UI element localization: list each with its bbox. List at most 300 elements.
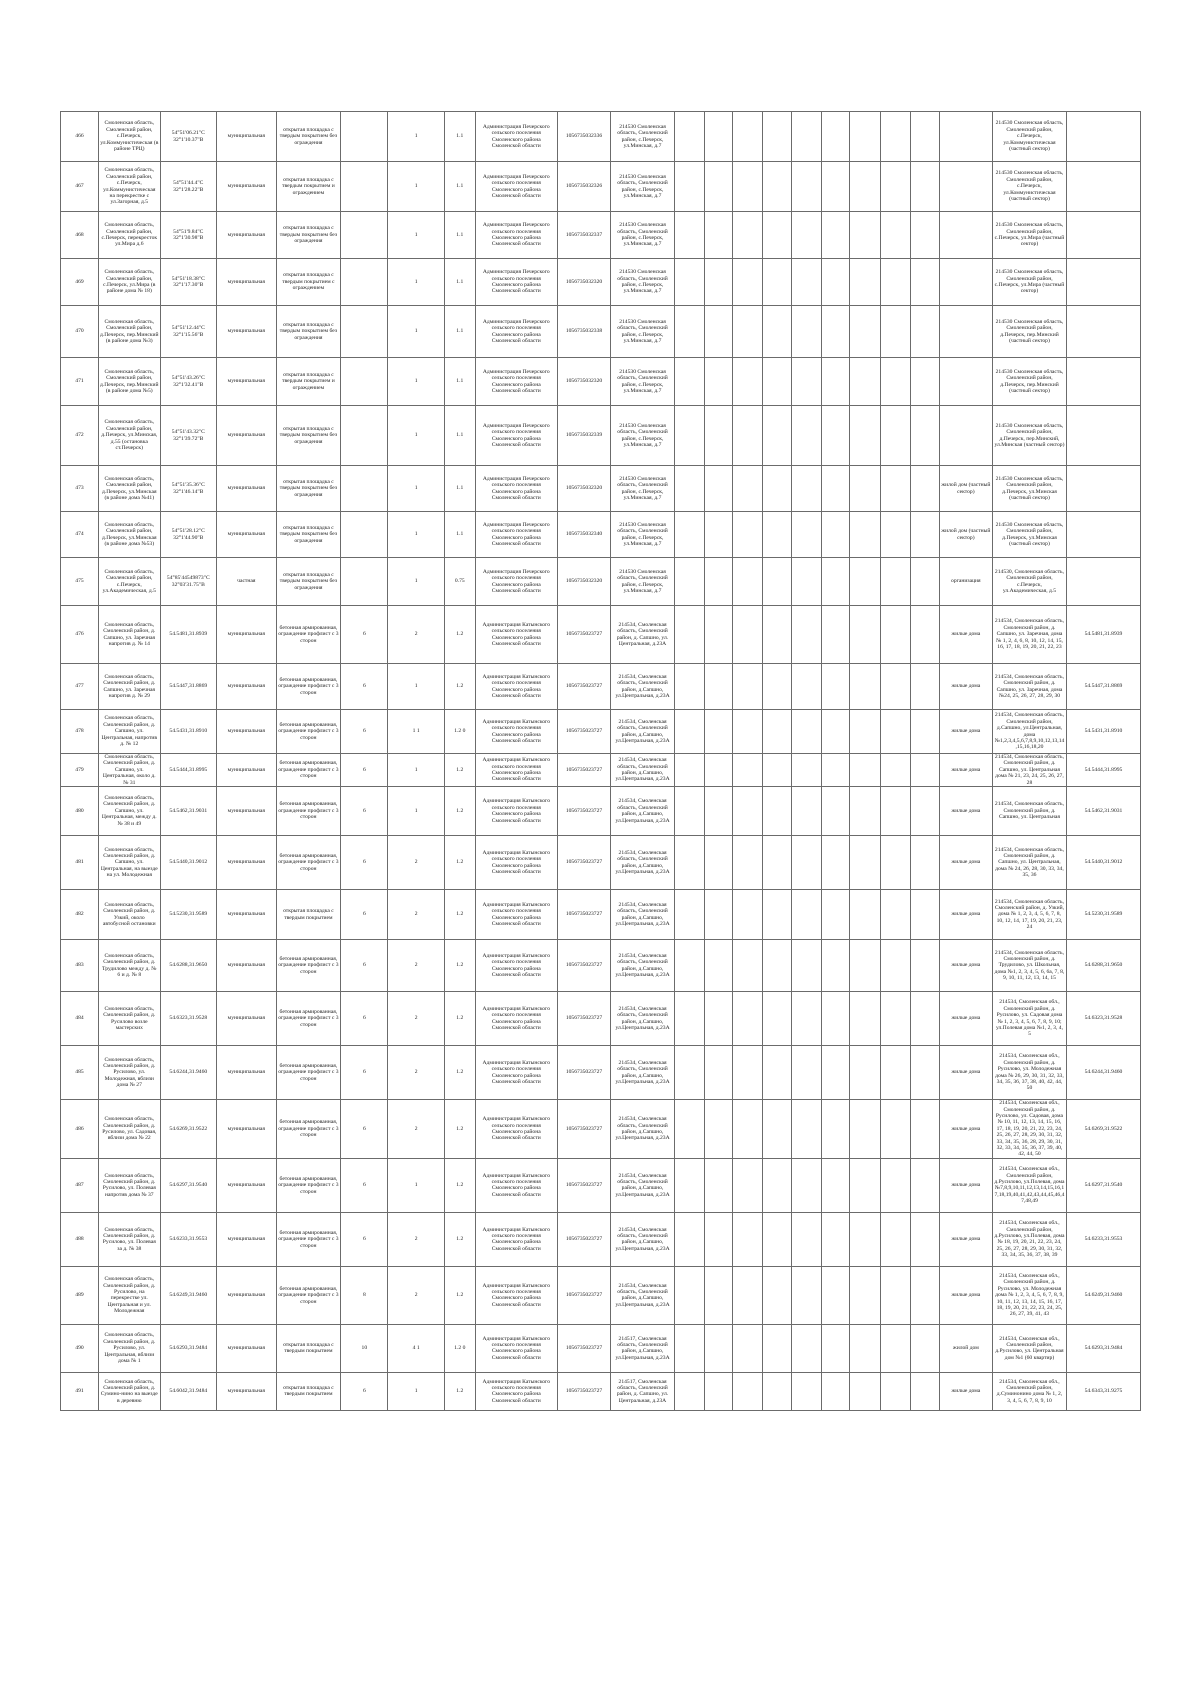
container-count-cell: 1 [388,1372,444,1410]
surface-type-cell: бетонная армированная, ограждение профлист с 3 сторон [276,1158,341,1212]
served-objects-cell: 214534, Смоленская область, Смоленский район, д. Сапшно, ул. Заречная, дома № 1, 2, 4, 6, 8, 10, 12, 14, 15, 16, 17, 18, 19, 20, 21, 22, 23 [993,606,1067,664]
empty-cell [733,1212,763,1266]
empty-cell [881,890,911,940]
area-cell [341,512,388,558]
owner-ogrn-cell: 1056735032320 [557,558,610,606]
empty-cell [733,358,763,406]
empty-cell [881,836,911,890]
row-number-cell: 471 [61,358,99,406]
container-volume-cell: 1.1 [444,512,475,558]
served-objects-cell: 214530 Смоленская область, Смоленский район, д.Печерск, пер.Минский (частный сектор) [993,358,1067,406]
empty-cell [850,558,881,606]
empty-cell [881,512,911,558]
empty-cell [821,787,850,836]
waste-source-cell [939,259,992,306]
waste-source-cell: жилые дома [939,710,992,754]
empty-cell [763,259,792,306]
row-number-cell: 480 [61,787,99,836]
container-volume-cell: 1.2 [444,1266,475,1324]
container-count-cell: 1 [388,406,444,466]
empty-cell [881,162,911,212]
empty-cell [763,836,792,890]
empty-cell [850,112,881,162]
site-coordinates-cell: 54°51'12.44"С 32°1'15.56"В [160,306,216,358]
waste-source-cell: жилые дома [939,1046,992,1100]
empty-cell [704,710,733,754]
served-coordinates-cell [1066,406,1140,466]
served-coordinates-cell: 54.5444,31.8995 [1066,754,1140,787]
owner-name-cell: Администрация Катынского сельского поселения Смоленского района Смоленской области [475,836,557,890]
waste-source-cell [939,112,992,162]
table-row [61,940,1141,992]
site-coordinates-cell: 54.6293,31.9484 [160,1324,216,1372]
empty-cell [674,754,704,787]
owner-name-cell: Администрация Катынского сельского поселения Смоленского района Смоленской области [475,1324,557,1372]
owner-ogrn-cell: 1056735023727 [557,1046,610,1100]
container-volume-cell: 1.2 [444,1372,475,1410]
served-objects-cell: 214530 Смоленская область, Смоленский район, с.Печерск, ул.Коммунистическая (частный сектор) [993,162,1067,212]
served-objects-cell: 214534, Смоленская обл., Смоленский район, д. Русилово, ул. Молодежная дома № 1, 2, 3, 4, 5, 6, 7, 8, 9, 10, 11, 12, 13, 14, 15, 16, 17, 18, 19, 20, 21, 22, 23, 24, 25, 26, 27, 39, 41, 43 [993,1266,1067,1324]
ownership-cell: муниципальная [217,992,277,1046]
empty-cell [733,664,763,710]
site-address-cell: Смоленская область, Смоленский район, д. Русилово, ул. Садовая, вблизи дома № 22 [98,1100,160,1159]
site-coordinates-cell: 54.6244,31.9460 [160,1046,216,1100]
site-address-cell: Смоленская область, Смоленский район, д. Русилово, ул. Полевая за д. № 38 [98,1212,160,1266]
empty-cell [674,259,704,306]
empty-cell [791,358,821,406]
empty-cell [763,306,792,358]
row-number-cell: 476 [61,606,99,664]
area-cell: 6 [341,940,388,992]
owner-name-cell: Администрация Катынского сельского поселения Смоленского района Смоленской области [475,664,557,710]
empty-cell [791,558,821,606]
empty-cell [821,606,850,664]
empty-cell [910,890,939,940]
empty-cell [881,1266,911,1324]
empty-cell [763,710,792,754]
table-row [61,162,1141,212]
empty-cell [791,1266,821,1324]
empty-cell [733,1266,763,1324]
empty-cell [910,992,939,1046]
owner-address-cell: 214534, Смоленская область, Смоленский район, д.Сапшно, ул.Центральная, д.23А [611,836,675,890]
served-objects-cell: 214534, Смоленская обл., Смоленский район, д.Русилово, ул.Полевая, дома №7,8,9,10,11,12,13,14,15,16,17,18,19,40,41,42,43,44,45,46,47,48,49 [993,1158,1067,1212]
served-objects-cell: 214534, Смоленская область, Смоленский район, д. Сапшно, ул. Центральная, дома № 24, 26, 28, 30, 33, 34, 35, 36 [993,836,1067,890]
site-address-cell: Смоленская область, Смоленский район, с.Печерск, перекресток ул.Мира д.6 [98,212,160,259]
empty-cell [850,306,881,358]
empty-cell [850,890,881,940]
table-row [61,1266,1141,1324]
container-volume-cell: 1.2 [444,940,475,992]
owner-address-cell: 214530 Смоленская область, Смоленский район, с.Печерск, ул.Минская, д.7 [611,512,675,558]
owner-name-cell: Администрация Катынского сельского поселения Смоленского района Смоленской области [475,1372,557,1410]
owner-name-cell: Администрация Катынского сельского поселения Смоленского района Смоленской области [475,606,557,664]
empty-cell [850,1100,881,1159]
empty-cell [881,1324,911,1372]
empty-cell [704,259,733,306]
area-cell [341,466,388,512]
table-row [61,466,1141,512]
area-cell: 6 [341,1046,388,1100]
surface-type-cell: открытая площадка с твердым покрытием [276,1324,341,1372]
empty-cell [704,836,733,890]
empty-cell [910,406,939,466]
owner-name-cell: Администрация Катынского сельского поселения Смоленского района Смоленской области [475,1158,557,1212]
site-address-cell: Смоленская область, Смоленский район, д.Печерск, пер.Минский (в районе дома №3) [98,306,160,358]
empty-cell [704,306,733,358]
site-address-cell: Смоленская область, Смоленский район, д. Русилово, ул. Молодежная, вблизи дома № 27 [98,1046,160,1100]
table-row [61,1046,1141,1100]
table-row [61,306,1141,358]
area-cell: 6 [341,890,388,940]
site-address-cell: Смоленская область, Смоленский район, д. Сапшно, ул. Центральная, на выезде на ул. Молодежная [98,836,160,890]
empty-cell [850,1158,881,1212]
empty-cell [850,466,881,512]
area-cell [341,306,388,358]
surface-type-cell: открытая площадка с твердым покрытием без ограждения [276,212,341,259]
waste-source-cell: жилые дома [939,1372,992,1410]
area-cell: 6 [341,1372,388,1410]
owner-name-cell: Администрация Катынского сельского поселения Смоленского района Смоленской области [475,787,557,836]
container-count-cell: 2 [388,1266,444,1324]
site-coordinates-cell: 54°51'44.4"С 32°1'28.22"В [160,162,216,212]
owner-name-cell: Администрация Катынского сельского поселения Смоленского района Смоленской области [475,1212,557,1266]
site-coordinates-cell: 54.6269,31.9522 [160,1100,216,1159]
served-objects-cell: 214534, Смоленская обл., Смоленский район, д.Суминонино дома № 1, 2, 3, 4, 5, 6, 7, 8, 9, 10 [993,1372,1067,1410]
served-coordinates-cell: 54.6269,31.9522 [1066,1100,1140,1159]
container-count-cell: 1 [388,112,444,162]
empty-cell [674,1212,704,1266]
empty-cell [763,1046,792,1100]
empty-cell [674,512,704,558]
container-count-cell: 2 [388,1100,444,1159]
empty-cell [763,406,792,466]
row-number-cell: 485 [61,1046,99,1100]
empty-cell [704,558,733,606]
empty-cell [850,512,881,558]
empty-cell [733,1100,763,1159]
site-coordinates-cell: 54.5462,31.9031 [160,787,216,836]
owner-address-cell: 214534, Смоленская область, Смоленский район, д.Сапшно, ул.Центральная, д.23А [611,664,675,710]
empty-cell [850,836,881,890]
served-coordinates-cell: 54.5447,31.8869 [1066,664,1140,710]
container-volume-cell: 1.2 [444,890,475,940]
table-row [61,558,1141,606]
empty-cell [850,787,881,836]
site-coordinates-cell: 54.6042,31.9484 [160,1372,216,1410]
row-number-cell: 482 [61,890,99,940]
empty-cell [910,212,939,259]
container-volume-cell: 1.2 [444,1158,475,1212]
empty-cell [910,1046,939,1100]
empty-cell [881,1046,911,1100]
empty-cell [674,112,704,162]
table-row [61,890,1141,940]
site-coordinates-cell: 54.5444,31.8995 [160,754,216,787]
empty-cell [791,259,821,306]
empty-cell [763,512,792,558]
empty-cell [850,754,881,787]
surface-type-cell: открытая площадка с твердым покрытием без ограждения [276,306,341,358]
empty-cell [821,1372,850,1410]
empty-cell [910,259,939,306]
site-coordinates-cell: 54.5447,31.8869 [160,664,216,710]
empty-cell [704,512,733,558]
empty-cell [821,162,850,212]
owner-ogrn-cell: 1056735023727 [557,836,610,890]
empty-cell [791,466,821,512]
container-count-cell: 1 [388,558,444,606]
empty-cell [881,1212,911,1266]
empty-cell [821,992,850,1046]
empty-cell [704,1266,733,1324]
container-volume-cell: 1.1 [444,466,475,512]
site-coordinates-cell: 54°85'44549873"С 32°03'31.75"В [160,558,216,606]
empty-cell [910,112,939,162]
empty-cell [733,558,763,606]
empty-cell [791,606,821,664]
empty-cell [763,162,792,212]
served-objects-cell: 214534, Смоленская область, Смоленский район, д. Сапшно, ул. Центральная дома № 21, 23, 24, 25, 26, 27, 28 [993,754,1067,787]
empty-cell [821,306,850,358]
site-address-cell: Смоленская область, Смоленский район, д. Русилово, ул. Полевая напротив дома № 37 [98,1158,160,1212]
ownership-cell: муниципальная [217,406,277,466]
empty-cell [791,710,821,754]
empty-cell [910,358,939,406]
row-number-cell: 483 [61,940,99,992]
container-count-cell: 1 [388,664,444,710]
served-coordinates-cell [1066,162,1140,212]
area-cell: 6 [341,1212,388,1266]
empty-cell [791,406,821,466]
empty-cell [821,1046,850,1100]
served-objects-cell: 214534, Смоленская область, Смоленский район, д. Сапшно, ул. Заречная, дома №24, 25, 26, 27, 28, 29, 30 [993,664,1067,710]
served-objects-cell: 214530 Смоленская область, Смоленский район, д.Печерск, ул.Минская (частный сектор) [993,512,1067,558]
served-coordinates-cell [1066,512,1140,558]
waste-sites-register-table [60,111,1141,1411]
site-address-cell: Смоленская область, Смоленский район, д. Сапшно, ул. Центральная, около д. № 31 [98,754,160,787]
ownership-cell: муниципальная [217,1372,277,1410]
empty-cell [704,787,733,836]
empty-cell [821,212,850,259]
container-volume-cell: 0.75 [444,558,475,606]
empty-cell [733,836,763,890]
container-volume-cell: 1.1 [444,406,475,466]
surface-type-cell: бетонная армированная, ограждение профлист с 3 сторон [276,836,341,890]
owner-ogrn-cell: 1056735032337 [557,212,610,259]
served-coordinates-cell: 54.5462,31.9031 [1066,787,1140,836]
empty-cell [704,1212,733,1266]
served-coordinates-cell: 54.6297,31.9540 [1066,1158,1140,1212]
empty-cell [674,466,704,512]
owner-name-cell: Администрация Печерского сельского поселения Смоленского района Смоленской области [475,112,557,162]
site-address-cell: Смоленская область, Смоленский район, д. Сапшно, ул. Заречная напротив д. № 29 [98,664,160,710]
empty-cell [821,1324,850,1372]
empty-cell [733,1324,763,1372]
owner-ogrn-cell: 1056735032326 [557,162,610,212]
empty-cell [850,606,881,664]
waste-source-cell: жилой дом (частный сектор) [939,466,992,512]
served-coordinates-cell [1066,358,1140,406]
container-volume-cell: 1.2 [444,664,475,710]
site-coordinates-cell: 54.5230,31.9589 [160,890,216,940]
empty-cell [763,787,792,836]
empty-cell [674,162,704,212]
empty-cell [821,1100,850,1159]
container-count-cell: 2 [388,890,444,940]
ownership-cell: муниципальная [217,1266,277,1324]
served-coordinates-cell [1066,259,1140,306]
empty-cell [821,558,850,606]
served-coordinates-cell [1066,212,1140,259]
empty-cell [763,112,792,162]
ownership-cell: муниципальная [217,466,277,512]
empty-cell [881,1158,911,1212]
waste-source-cell [939,358,992,406]
area-cell: 6 [341,754,388,787]
empty-cell [821,890,850,940]
served-objects-cell: 214534, Смоленская обл., Смоленский район, д.Русилово, ул.Полевая, дома № 18, 19, 20, 21, 22, 23, 24, 25, 26, 27, 28, 29, 30, 31, 32, 33, 34, 35, 36, 37, 38, 39 [993,1212,1067,1266]
ownership-cell: муниципальная [217,1100,277,1159]
container-volume-cell: 1.2 [444,836,475,890]
empty-cell [791,212,821,259]
empty-cell [910,1100,939,1159]
empty-cell [881,306,911,358]
ownership-cell: муниципальная [217,836,277,890]
empty-cell [881,259,911,306]
owner-address-cell: 214530 Смоленская область, Смоленский район, с.Печерск, ул.Минская, д.7 [611,212,675,259]
table-row [61,112,1141,162]
site-address-cell: Смоленская область, Смоленский район, с.Печерск, ул.Мира (в районе дома № 18) [98,259,160,306]
container-volume-cell: 1.2 [444,754,475,787]
area-cell: 6 [341,1158,388,1212]
served-objects-cell: 214534, Смоленская область, Смоленский район, д. Трудилово, ул. Школьная, дома №1, 2, 3, 4, 5, 6, 6а, 7, 8, 9, 10, 11, 12, 13, 14, 15 [993,940,1067,992]
owner-address-cell: 214530 Смоленская область, Смоленский район, с.Печерск, ул.Минская, д.7 [611,558,675,606]
empty-cell [674,1266,704,1324]
empty-cell [881,558,911,606]
empty-cell [733,940,763,992]
container-count-cell: 1 [388,358,444,406]
owner-ogrn-cell: 1056735032340 [557,512,610,558]
empty-cell [763,606,792,664]
empty-cell [674,664,704,710]
empty-cell [763,1372,792,1410]
empty-cell [733,212,763,259]
area-cell: 6 [341,992,388,1046]
container-volume-cell: 1.2 [444,787,475,836]
row-number-cell: 488 [61,1212,99,1266]
site-coordinates-cell: 54°51'18.38"С 32°1'17.30"В [160,259,216,306]
owner-address-cell: 214534, Смоленская область, Смоленский район, д.Сапшно, ул.Центральная, д.23А [611,1266,675,1324]
empty-cell [674,787,704,836]
empty-cell [733,710,763,754]
empty-cell [821,836,850,890]
area-cell: 6 [341,664,388,710]
empty-cell [910,940,939,992]
empty-cell [910,787,939,836]
empty-cell [733,259,763,306]
site-coordinates-cell: 54.5440,31.9012 [160,836,216,890]
site-address-cell: Смоленская область, Смоленский район, д. Сапшно, ул. Центральная, напротив д. № 12 [98,710,160,754]
empty-cell [763,212,792,259]
surface-type-cell: открытая площадка с твердым покрытием без ограждения [276,558,341,606]
served-objects-cell: 214530 Смоленская область, Смоленский район, д.Печерск, ул.Минская (частный сектор) [993,466,1067,512]
owner-ogrn-cell: 1056735023727 [557,710,610,754]
empty-cell [674,406,704,466]
empty-cell [791,992,821,1046]
container-count-cell: 2 [388,606,444,664]
empty-cell [850,1324,881,1372]
site-address-cell: Смоленская область, Смоленский район, д. Русилово возле мастерских [98,992,160,1046]
owner-ogrn-cell: 1056735023727 [557,1158,610,1212]
surface-type-cell: бетонная армированная, ограждение профлист с 3 сторон [276,710,341,754]
waste-source-cell: жилые дома [939,890,992,940]
owner-ogrn-cell: 1056735023727 [557,664,610,710]
site-address-cell: Смоленская область, Смоленский район, д. Сапшно, ул. Центральная, между д. № 38 и 49 [98,787,160,836]
empty-cell [733,890,763,940]
row-number-cell: 490 [61,1324,99,1372]
served-objects-cell: 214530 Смоленская область, Смоленский район, с.Печерск, ул.Мира (частный сектор) [993,259,1067,306]
served-coordinates-cell: 54.6249,31.9460 [1066,1266,1140,1324]
owner-address-cell: 214530 Смоленская область, Смоленский район, с.Печерск, ул.Минская, д.7 [611,466,675,512]
table-row [61,606,1141,664]
owner-address-cell: 214534, Смоленская область, Смоленский район, д.Сапшно, ул.Центральная, д.23А [611,1046,675,1100]
ownership-cell: муниципальная [217,259,277,306]
container-volume-cell: 1.1 [444,306,475,358]
empty-cell [674,212,704,259]
owner-address-cell: 214534, Смоленская область, Смоленский район, д.Сапшно, ул.Центральная, д.23А [611,787,675,836]
empty-cell [910,1212,939,1266]
table-row [61,1212,1141,1266]
ownership-cell: муниципальная [217,212,277,259]
empty-cell [881,112,911,162]
surface-type-cell: бетонная армированная, ограждение профлист с 3 сторон [276,1212,341,1266]
empty-cell [850,259,881,306]
served-coordinates-cell: 54.5431,31.8910 [1066,710,1140,754]
owner-address-cell: 214534, Смоленская область, Смоленский район, д.Сапшно, ул.Центральная, д.23А [611,710,675,754]
empty-cell [704,212,733,259]
empty-cell [674,940,704,992]
ownership-cell: муниципальная [217,1158,277,1212]
empty-cell [881,1100,911,1159]
empty-cell [791,754,821,787]
ownership-cell: муниципальная [217,940,277,992]
site-address-cell: Смоленская область, Смоленский район, д.Печерск, пер.Минский (в районе дома №5) [98,358,160,406]
empty-cell [850,212,881,259]
surface-type-cell: открытая площадка с твердым покрытием без ограждения [276,512,341,558]
empty-cell [821,259,850,306]
container-count-cell: 1 [388,306,444,358]
owner-name-cell: Администрация Печерского сельского поселения Смоленского района Смоленской области [475,512,557,558]
empty-cell [674,1046,704,1100]
row-number-cell: 491 [61,1372,99,1410]
served-objects-cell: 214530 Смоленская область, Смоленский район, с.Печерск, ул.Коммунистическая (частный сектор) [993,112,1067,162]
served-objects-cell: 214530 Смоленская область, Смоленский район, д.Печерск, пер.Минский, ул.Минская (частный сектор) [993,406,1067,466]
row-number-cell: 477 [61,664,99,710]
surface-type-cell: бетонная армированная, ограждение профлист с 3 сторон [276,754,341,787]
container-count-cell: 2 [388,992,444,1046]
row-number-cell: 475 [61,558,99,606]
served-coordinates-cell: 54.5481,31.8939 [1066,606,1140,664]
container-volume-cell: 1.1 [444,162,475,212]
site-address-cell: Смоленская область, Смоленский район, д. Русилово, на перекрестке ул. Центральная и ул. Молодежная [98,1266,160,1324]
owner-ogrn-cell: 1056735032320 [557,259,610,306]
container-count-cell: 2 [388,1046,444,1100]
site-address-cell: Смоленская область, Смоленский район, с.Печерск, ул.Коммунистическая на перекрестке с ул.Загорная, д.5 [98,162,160,212]
table-row [61,664,1141,710]
register-table-sheet [60,111,1141,1411]
empty-cell [910,1266,939,1324]
